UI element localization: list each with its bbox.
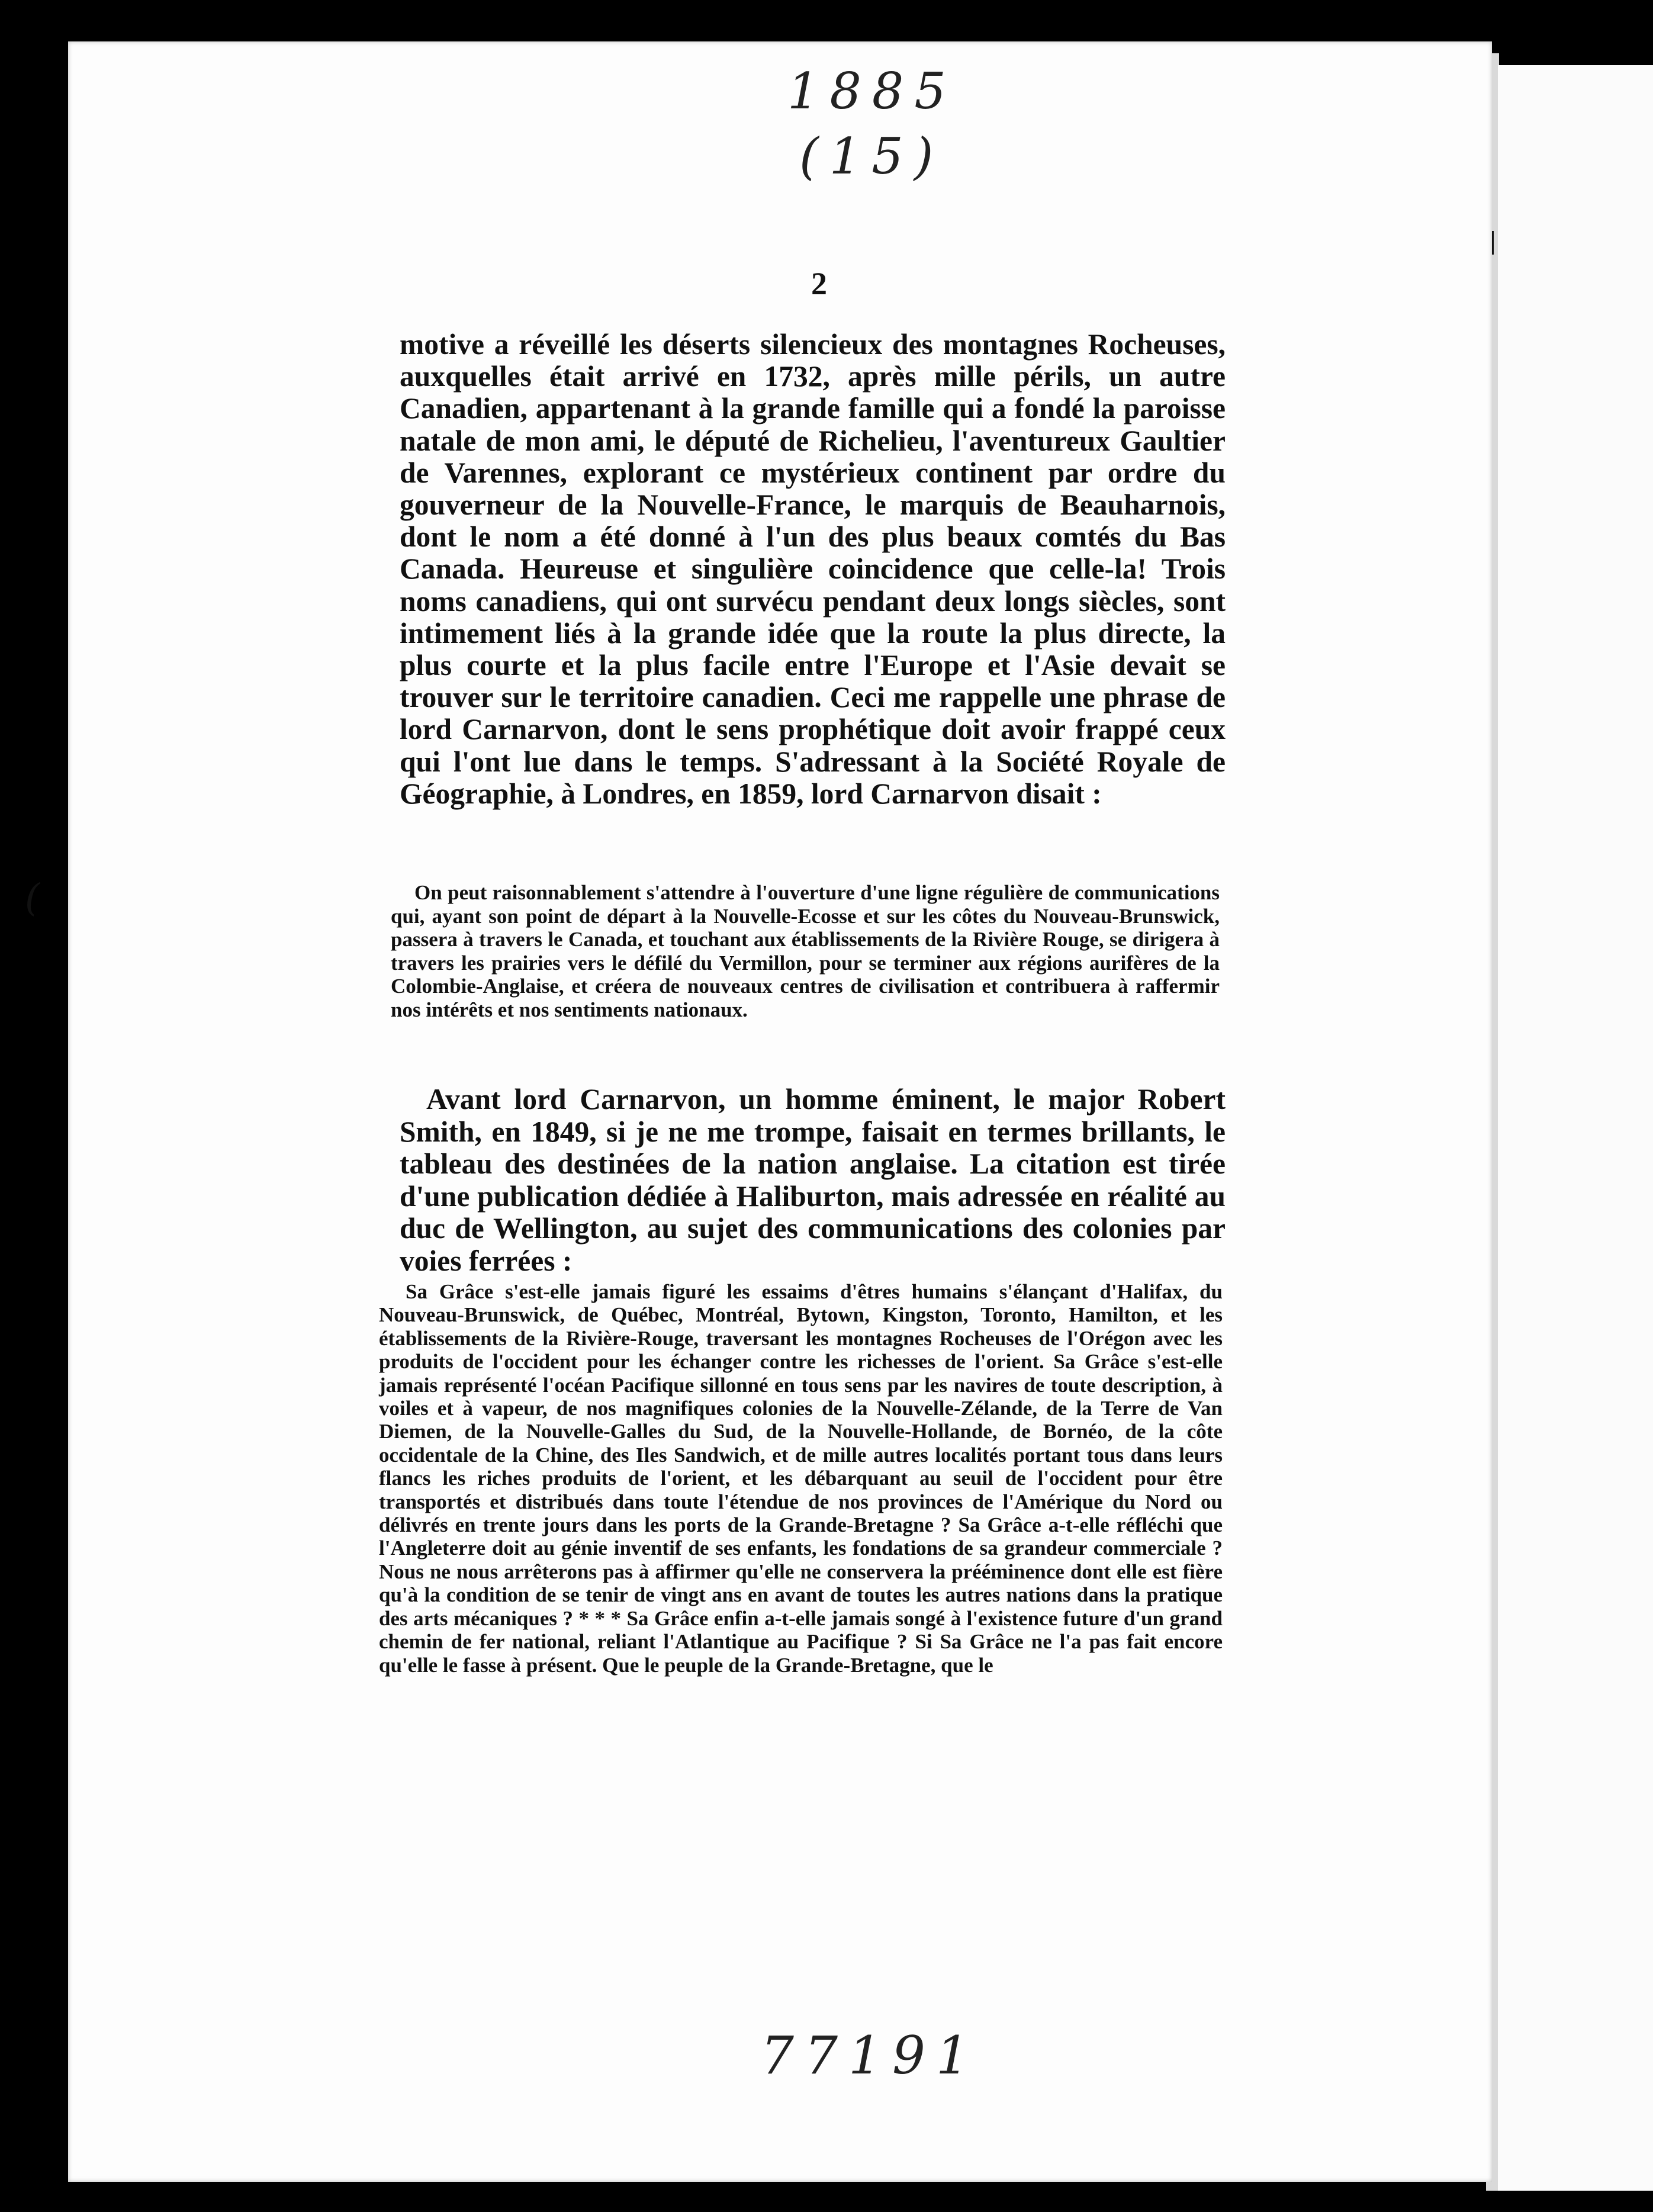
next-page-edge — [1498, 65, 1653, 2191]
body-paragraph-2: Avant lord Carnarvon, un homme éminent, le major Robert Smith, en 1849, si je ne me trompe, faisait en termes brillants, le tableau des destinées de la nation anglaise. La citation est tirée d'une publication dédiée à Haliburton, mais adressée en réalité au duc de Wellington, au sujet des communications des colonies par voies ferrées : — [400, 1083, 1226, 1277]
handwritten-code: (15) — [799, 127, 944, 185]
block-quote-carnarvon: On peut raisonnablement s'attendre à l'ouverture d'une ligne régulière de communications qui, ayant son point de départ à la Nouvelle-Ecosse et sur les côtes du Nouveau-Brunswick, passera à travers le Canada, et touchant aux établissements de la Rivière Rouge, se dirigera à travers les prairies vers le défilé du Vermillon, pour se terminer aux régions aurifères de la Colombie-Anglaise, et créera de nouveaux centres de civilisation et contribuera à raffermir nos intérêts et nos sentiments nationaux. — [391, 881, 1220, 1021]
block-quote-smith: Sa Grâce s'est-elle jamais figuré les essaims d'êtres humains s'élançant d'Halifax, du Nouveau-Brunswick, de Québec, Montréal, Bytown, Kingston, Toronto, Hamilton, et les établissements de la Rivière-Rouge, traversant les montagnes Rocheuses de l'Orégon avec les produits de l'occident pour les échanger contre les richesses de l'orient. Sa Grâce s'est-elle jamais représenté l'océan Pacifique sillonné en tous sens par les navires de toute description, à voiles et à vapeur, de nos magnifiques colonies de la Nouvelle-Zélande, de la Terre de Van Diemen, de la Nouvelle-Galles du Sud, de la Nouvelle-Hollande, de Bornéo, de la côte occidentale de la Chine, des Iles Sandwich, et de mille autres localités portant tous dans leurs flancs les riches produits de l'orient, et les débarquant au seuil de l'occident pour être transportés et distribués dans toute l'étendue de nos provinces de l'Amérique du Nord ou délivrés en trente jours dans les ports de la Grande-Bretagne ? Sa Grâce a-t-elle réfléchi que l'Angleterre doit au génie inventif de ses enfants, les fondations de sa grandeur commerciale ? Nous ne nous arrêterons pas à affirmer qu'elle ne conservera la prééminence dont elle est fière qu'à la condition de se tenir de vingt ans en avant de toutes les autres nations dans la pratique des arts mécaniques ? * * * Sa Grâce enfin a-t-elle jamais songé à l'existence future d'un grand chemin de fer national, reliant l'Atlantique au Pacifique ? Si Sa Grâce ne l'a pas fait encore qu'elle le fasse à présent. Que le peuple de la Grande-Bretagne, que le — [379, 1280, 1223, 1677]
body-paragraph-1: motive a réveillé les déserts silencieux des montagnes Rocheuses, auxquelles était arrivé en 1732, après mille périls, un autre Canadien, appartenant à la grande famille qui a fondé la paroisse natale de mon ami, le député de Richelieu, l'aventureux Gaultier de Varennes, explorant ce mystérieux continent par ordre du gouverneur de la Nouvelle-France, le marquis de Beauharnois, dont le nom a été donné à l'un des plus beaux comtés du Bas Canada. Heureuse et singulière coincidence que celle-la! Trois noms canadiens, qui ont survécu pendant deux longs siècles, sont intimement liés à la grande idée que la route la plus directe, la plus courte et la plus facile entre l'Europe et l'Asie devait se trouver sur le territoire canadien. Ceci me rappelle une phrase de lord Carnarvon, dont le sens prophétique doit avoir frappé ceux qui l'ont lue dans le temps. S'adressant à la Société Royale de Géographie, à Londres, en 1859, lord Carnarvon disait : — [400, 328, 1226, 810]
handwritten-margin-mark: ( — [25, 876, 40, 920]
page-number: 2 — [811, 266, 827, 301]
handwritten-bottom-number: 77191 — [761, 2025, 980, 2086]
handwritten-year: 1885 — [787, 62, 957, 120]
